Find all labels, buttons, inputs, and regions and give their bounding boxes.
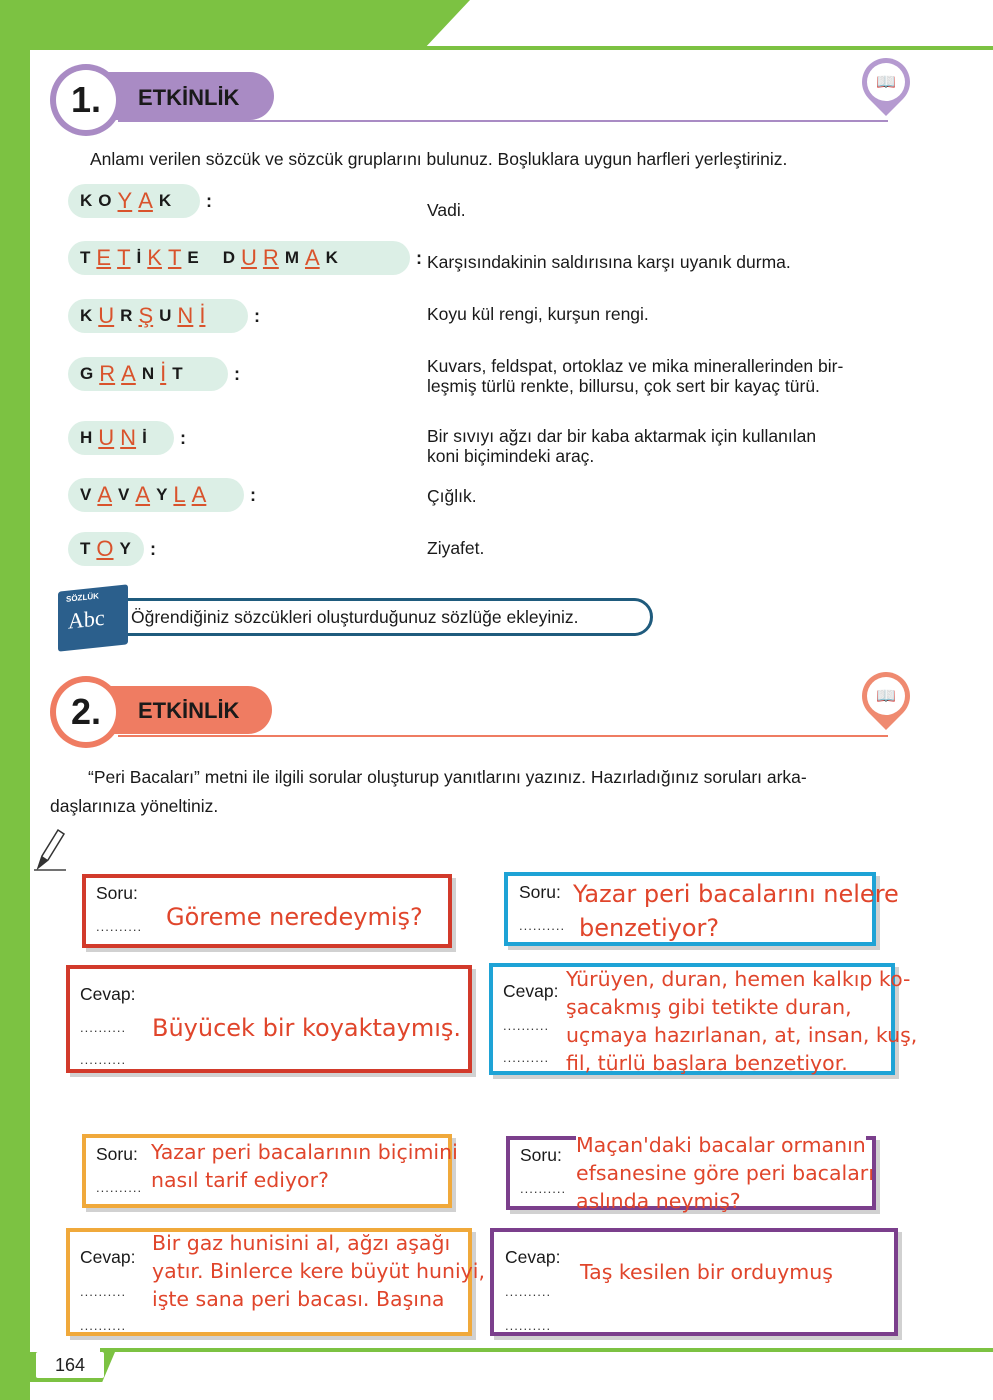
question-4-line1: Maçan'daki bacalar ormanın	[576, 1133, 866, 1157]
pencil-icon	[32, 826, 72, 876]
question-1-answer: Göreme neredeymiş?	[166, 903, 423, 931]
cevap-label: Cevap:	[80, 1247, 136, 1267]
word-colon: :	[416, 248, 422, 268]
dictionary-note-text: Öğrendiğiniz sözcükleri oluşturduğunuz sözlüğe ekleyiniz.	[131, 607, 579, 627]
section2-book-pin	[852, 662, 920, 730]
dots: ..........	[80, 1052, 127, 1067]
given-letter: V	[118, 485, 130, 504]
word-colon: :	[250, 485, 256, 505]
filled-blank-letter: E	[96, 245, 112, 270]
cevap-label: Cevap:	[505, 1247, 561, 1267]
given-letter: N	[141, 364, 155, 383]
answer-2-line4: fil, türlü başlara benzetiyor.	[566, 1051, 848, 1075]
word-pill	[68, 241, 410, 275]
question-4-line3: aslında neymiş?	[576, 1189, 741, 1213]
given-letter: T	[80, 539, 91, 558]
top-green-line	[420, 46, 993, 50]
answer-3-line1: Bir gaz hunisini al, ağzı aşağı	[152, 1231, 451, 1255]
section1-book-pin	[852, 48, 920, 116]
given-letter: O	[98, 191, 112, 210]
given-letter: T	[172, 364, 183, 383]
given-letter: K	[325, 248, 338, 267]
top-green-wedge	[0, 0, 470, 50]
filled-blank-letter: A	[138, 188, 153, 213]
filled-blank-letter: L	[173, 482, 186, 507]
dots: ..........	[519, 918, 566, 933]
dots: ..........	[503, 1018, 550, 1033]
word-colon: :	[254, 306, 260, 326]
book-icon: 📖	[867, 63, 905, 101]
question-3-line1: Yazar peri bacalarının biçimini	[151, 1140, 458, 1164]
filled-blank-letter: İ	[199, 303, 206, 328]
answer-4-text: Taş kesilen bir orduymuş	[580, 1260, 833, 1284]
word-definition: Bir sıvıyı ağzı dar bir kaba aktarmak için kullanılan koni biçimindeki araç.	[427, 426, 817, 466]
word-definition: Koyu kül rengi, kurşun rengi.	[427, 304, 649, 324]
given-letter: Y	[119, 539, 131, 558]
given-letter: İ	[136, 248, 142, 267]
book-label-small: SÖZLÜK	[66, 591, 99, 604]
page-number: 164	[36, 1352, 104, 1378]
question-2-line2: benzetiyor?	[579, 914, 720, 942]
given-letter: U	[159, 306, 172, 325]
dots: ..........	[520, 1181, 567, 1196]
filled-blank-letter: R	[262, 245, 279, 270]
dictionary-book-icon	[58, 584, 128, 651]
word-pill	[68, 532, 144, 566]
given-letter: V	[80, 485, 92, 504]
word-pill	[68, 478, 244, 512]
given-letter: G	[80, 364, 94, 383]
filled-blank-letter: A	[191, 482, 207, 507]
filled-blank-letter: A	[135, 482, 151, 507]
dots: ..........	[80, 1284, 127, 1299]
word-colon: :	[234, 364, 240, 384]
section1-number: 1.	[56, 70, 116, 130]
answer-2-line3: uçmaya hazırlanan, at, insan, kuş,	[566, 1023, 918, 1047]
filled-blank-letter: A	[97, 482, 113, 507]
given-letter: İ	[142, 428, 147, 447]
answer-2-line2: şacakmış gibi tetikte duran,	[566, 995, 852, 1019]
cevap-label: Cevap:	[503, 981, 559, 1001]
given-letter: H	[80, 428, 93, 447]
section2-instruction-line1: “Peri Bacaları” metni ile ilgili sorular oluşturup yanıtlarını yazınız. Hazırladığınız soruları arka-	[88, 767, 807, 787]
section1-instruction: Anlamı verilen sözcük ve sözcük gruplarını bulunuz. Boşluklara uygun harfleri yerleştiriniz.	[90, 149, 788, 169]
answer-1-text: Büyücek bir koyaktaymış.	[152, 1014, 462, 1042]
filled-blank-letter: N	[177, 303, 194, 328]
given-letter: R	[120, 306, 133, 325]
soru-label: Soru:	[96, 1144, 138, 1164]
given-letter: E	[187, 248, 199, 267]
dots: ..........	[96, 1180, 143, 1195]
filled-blank-letter: A	[304, 245, 320, 270]
word-pill	[68, 299, 248, 333]
answer-3-line2: yatır. Binlerce kere büyüt huniyi,	[152, 1259, 486, 1283]
given-letter: Y	[156, 485, 168, 504]
soru-label: Soru:	[519, 882, 561, 902]
filled-blank-letter: U	[98, 425, 115, 450]
word-definition: Karşısındakinin saldırısına karşı uyanık durma.	[427, 252, 791, 272]
filled-blank-letter: R	[99, 361, 116, 386]
bottom-green-line	[100, 1348, 993, 1352]
word-pill	[68, 421, 174, 455]
given-letter: D	[222, 248, 236, 267]
given-letter: K	[80, 191, 93, 210]
book-label-big: Abc	[68, 604, 105, 634]
filled-blank-letter: N	[120, 425, 137, 450]
book-icon: 📖	[867, 677, 905, 715]
given-letter: T	[80, 248, 91, 267]
filled-blank-letter: T	[167, 245, 182, 270]
word-pill	[68, 357, 228, 391]
dots: ..........	[505, 1318, 552, 1333]
section2-rule	[118, 735, 888, 737]
filled-blank-letter: Ş	[138, 303, 154, 328]
word-pill	[68, 184, 200, 218]
filled-blank-letter: O	[96, 536, 114, 561]
question-3-line2: nasıl tarif ediyor?	[151, 1168, 329, 1192]
answer-3-line3: işte sana peri bacası. Başına	[152, 1287, 445, 1311]
answer-2-line1: Yürüyen, duran, hemen kalkıp ko-	[566, 967, 911, 991]
given-letter: K	[80, 306, 93, 325]
word-definition: Çığlık.	[427, 486, 477, 506]
dots: ..........	[505, 1284, 552, 1299]
word-colon: :	[180, 428, 186, 448]
filled-blank-letter: İ	[160, 361, 167, 386]
word-colon: :	[206, 191, 212, 211]
soru-label: Soru:	[96, 883, 138, 903]
dots: ..........	[96, 919, 143, 934]
given-letter: M	[284, 248, 299, 267]
word-definition: Ziyafet.	[427, 538, 485, 558]
filled-blank-letter: U	[241, 245, 257, 270]
soru-label: Soru:	[520, 1145, 562, 1165]
word-definition: Kuvars, feldspat, ortoklaz ve mika minerallerinden bir- leşmiş türlü renkte, billursu, çok sert bir kayaç türü.	[427, 356, 844, 396]
question-4-line2: efsanesine göre peri bacaları	[576, 1161, 874, 1185]
word-colon: :	[150, 539, 156, 559]
section2-instruction-line2: daşlarınıza yöneltiniz.	[50, 796, 219, 816]
section2-title: ETKİNLİK	[138, 698, 240, 723]
section2-number: 2.	[56, 682, 116, 742]
dots: ..........	[80, 1318, 127, 1333]
given-letter: K	[158, 191, 172, 210]
filled-blank-letter: T	[117, 245, 131, 270]
question-2-line1: Yazar peri bacalarını nelere	[573, 880, 899, 908]
word-definition: Vadi.	[427, 200, 466, 220]
filled-blank-letter: A	[121, 361, 136, 386]
filled-blank-letter: Y	[117, 188, 133, 213]
section1-rule	[118, 120, 888, 122]
dots: ..........	[80, 1020, 127, 1035]
section1-title: ETKİNLİK	[138, 85, 240, 110]
filled-blank-letter: K	[147, 245, 162, 270]
left-green-bar	[0, 0, 30, 1400]
cevap-label: Cevap:	[80, 984, 136, 1004]
dots: ..........	[503, 1050, 550, 1065]
filled-blank-letter: U	[98, 303, 115, 328]
